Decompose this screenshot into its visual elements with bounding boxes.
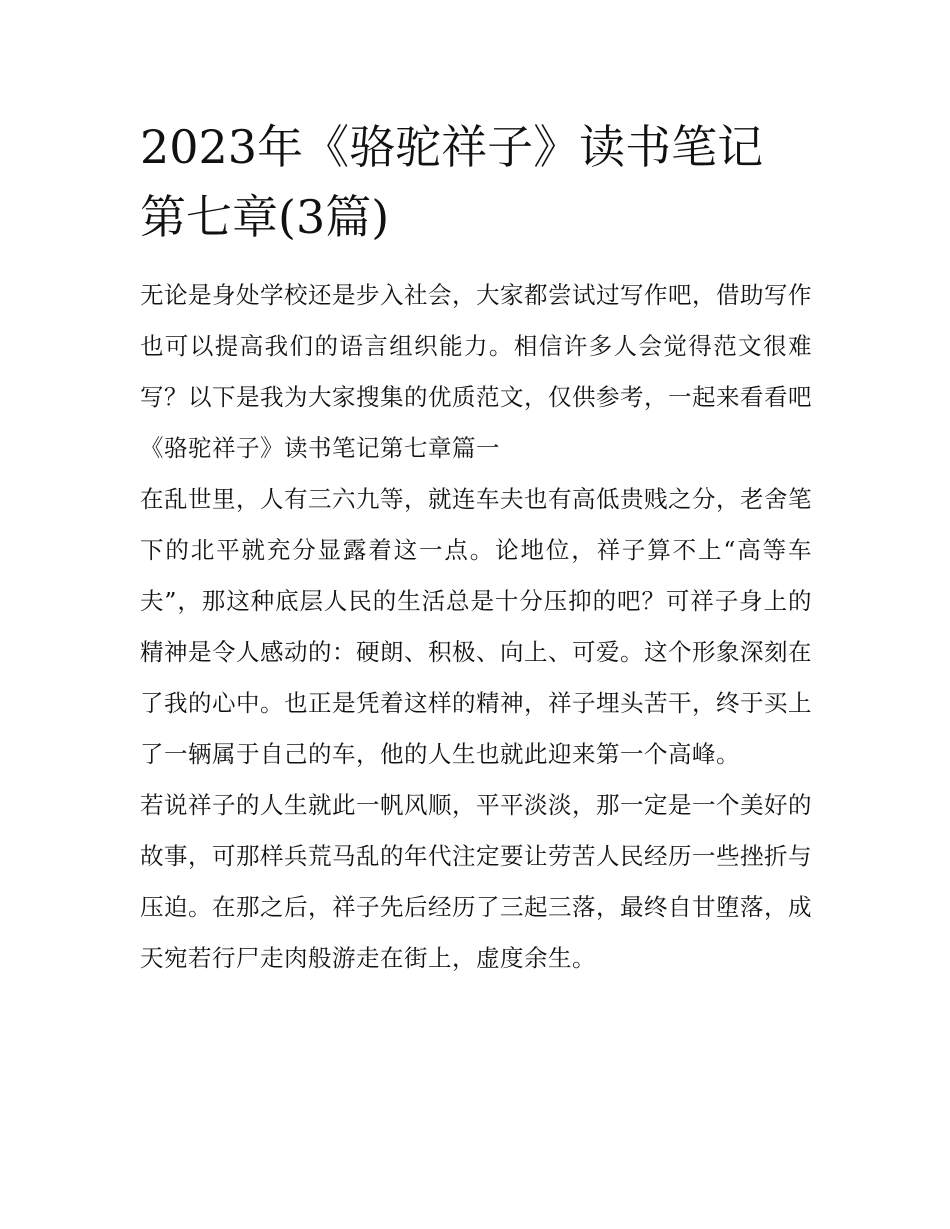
document-page [140, 112, 812, 984]
title-line-1: 2023年《骆驼祥子》读书笔记 [140, 120, 764, 174]
document-body [140, 270, 812, 984]
document-title [140, 112, 812, 252]
body-paragraph-2: 若说祥子的人生就此一帆风顺，平平淡淡，那一定是一个美好的故事，可那样兵荒马乱的年代注定要让劳苦人民经历一些挫折与压迫。在那之后，祥子先后经历了三起三落，最终自甘堕落，成天宛若行尸走肉般游走在街上，虚度余生。 [140, 791, 812, 972]
body-paragraph-1: 在乱世里，人有三六九等，就连车夫也有高低贵贱之分，老舍笔下的北平就充分显露着这一点。论地位，祥子算不上“高等车夫”，那这种底层人民的生活总是十分压抑的吧？可祥子身上的精神是令人感动的：硬朗、积极、向上、可爱。这个形象深刻在了我的心中。也正是凭着这样的精神，祥子埋头苦干，终于买上了一辆属于自己的车，他的人生也就此迎来第一个高峰。 [140, 485, 812, 768]
intro-paragraph: 无论是身处学校还是步入社会，大家都尝试过写作吧，借助写作也可以提高我们的语言组织能力。相信许多人会觉得范文很难写？以下是我为大家搜集的优质范文，仅供参考，一起来看看吧 [140, 281, 812, 411]
title-line-2: 第七章(3篇) [140, 190, 390, 244]
section-heading: 《骆驼祥子》读书笔记第七章篇一 [140, 434, 500, 462]
